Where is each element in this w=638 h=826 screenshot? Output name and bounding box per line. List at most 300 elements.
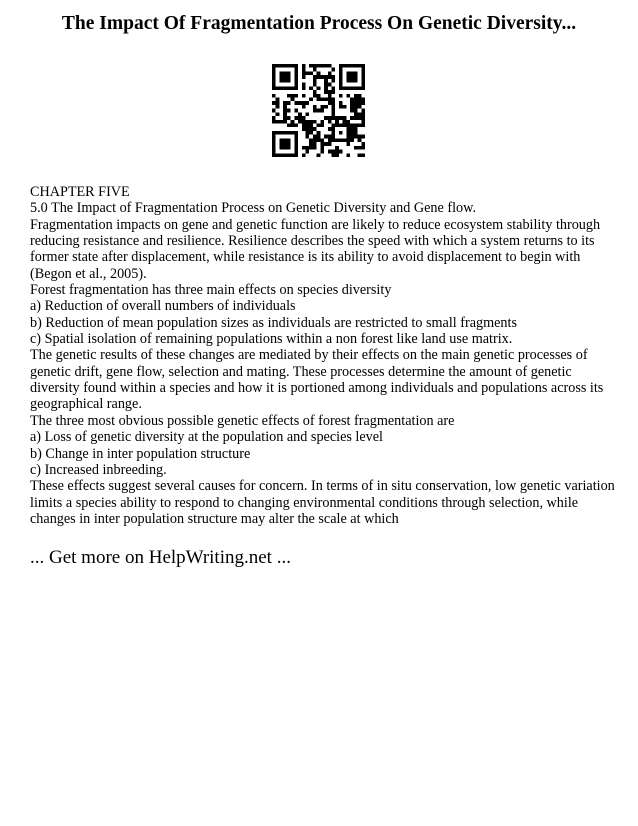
qr-module — [361, 135, 365, 139]
list-intro: The three most obvious possible genetic effects of forest fragmentation are — [30, 412, 455, 429]
qr-module — [302, 94, 306, 98]
qr-module — [324, 135, 328, 139]
qr-module — [339, 131, 343, 135]
qr-module — [320, 124, 324, 128]
qr-module — [358, 105, 362, 109]
qr-module — [350, 79, 354, 83]
qr-module — [320, 120, 324, 124]
get-more-link[interactable]: ... Get more on HelpWriting.net ... — [30, 547, 291, 568]
qr-module — [279, 142, 283, 146]
qr-module — [313, 109, 317, 113]
qr-module — [298, 120, 302, 124]
qr-module — [305, 101, 309, 105]
qr-module — [276, 131, 280, 135]
qr-module — [354, 71, 358, 75]
qr-module — [332, 131, 336, 135]
qr-module — [350, 105, 354, 109]
qr-module — [332, 75, 336, 79]
qr-module — [346, 64, 350, 68]
qr-module — [294, 150, 298, 154]
qr-module — [272, 150, 276, 154]
qr-module — [346, 71, 350, 75]
qr-module — [302, 71, 306, 75]
qr-module — [272, 131, 276, 135]
qr-module — [272, 64, 276, 68]
qr-module — [328, 135, 332, 139]
qr-module — [354, 112, 358, 116]
qr-module — [294, 71, 298, 75]
qr-module — [332, 90, 336, 94]
qr-module — [350, 138, 354, 142]
section-heading: 5.0 The Impact of Fragmentation Process on Genetic Diversity and Gene flow. — [30, 200, 476, 217]
qr-module — [361, 97, 365, 101]
qr-module — [283, 64, 287, 68]
qr-module — [339, 116, 343, 120]
qr-module — [339, 75, 343, 79]
qr-module — [283, 109, 287, 113]
qr-module — [324, 90, 328, 94]
qr-module — [328, 120, 332, 124]
qr-module — [361, 86, 365, 90]
qr-module — [272, 68, 276, 72]
qr-module — [350, 71, 354, 75]
qr-module — [339, 124, 343, 128]
qr-module — [358, 138, 362, 142]
qr-module — [287, 109, 291, 113]
qr-module — [305, 146, 309, 150]
qr-module — [339, 68, 343, 72]
qr-module — [294, 79, 298, 83]
qr-module — [272, 138, 276, 142]
qr-module — [358, 135, 362, 139]
qr-module — [309, 64, 313, 68]
qr-module — [305, 120, 309, 124]
qr-module — [283, 142, 287, 146]
qr-module — [361, 83, 365, 87]
qr-module — [324, 97, 328, 101]
qr-module — [328, 97, 332, 101]
qr-module — [291, 153, 295, 157]
qr-module — [361, 124, 365, 128]
qr-module — [343, 138, 347, 142]
qr-module — [328, 150, 332, 154]
qr-module — [302, 116, 306, 120]
qr-module — [332, 97, 336, 101]
qr-module — [309, 138, 313, 142]
qr-module — [332, 138, 336, 142]
qr-module — [302, 75, 306, 79]
qr-module — [283, 79, 287, 83]
qr-module — [354, 146, 358, 150]
qr-module — [272, 71, 276, 75]
qr-module — [339, 64, 343, 68]
qr-module — [294, 142, 298, 146]
qr-module — [309, 124, 313, 128]
qr-module — [294, 109, 298, 113]
qr-module — [276, 153, 280, 157]
list-item: a) Loss of genetic diversity at the population and species level — [30, 429, 384, 446]
qr-module — [313, 135, 317, 139]
qr-module — [328, 101, 332, 105]
qr-module — [320, 146, 324, 150]
qr-module — [279, 138, 283, 142]
qr-module — [313, 90, 317, 94]
qr-module — [350, 131, 354, 135]
qr-module — [283, 120, 287, 124]
qr-module — [328, 75, 332, 79]
qr-module — [335, 124, 339, 128]
qr-module — [294, 75, 298, 79]
qr-module — [335, 146, 339, 150]
qr-module — [272, 86, 276, 90]
qr-module — [328, 127, 332, 131]
list-item: c) Spatial isolation of remaining populations within a non forest like land use matrix. — [30, 331, 513, 348]
qr-module — [358, 101, 362, 105]
qr-module — [283, 153, 287, 157]
qr-module — [361, 146, 365, 150]
qr-module — [272, 75, 276, 79]
qr-module — [279, 79, 283, 83]
qr-module — [317, 64, 321, 68]
qr-module — [294, 146, 298, 150]
qr-module — [328, 142, 332, 146]
qr-module — [354, 94, 358, 98]
qr-module — [279, 120, 283, 124]
paragraph: These effects suggest several causes for concern. In terms of in situ conservation, low genetic variation limits a species ability to respond to changing environmental conditions through selection, while changes in inter population structure may alter the scale at which — [30, 478, 615, 527]
list-item: a) Reduction of overall numbers of individuals — [30, 298, 296, 315]
qr-module — [335, 150, 339, 154]
qr-module — [305, 131, 309, 135]
list-item: c) Increased inbreeding. — [30, 461, 167, 478]
qr-module — [354, 101, 358, 105]
qr-module — [328, 94, 332, 98]
qr-module — [302, 101, 306, 105]
qr-module — [361, 71, 365, 75]
qr-module — [361, 112, 365, 116]
qr-module — [332, 135, 336, 139]
qr-module — [324, 116, 328, 120]
qr-module — [291, 97, 295, 101]
qr-module — [272, 83, 276, 87]
qr-module — [317, 94, 321, 98]
qr-module — [287, 79, 291, 83]
qr-module — [305, 150, 309, 154]
qr-module — [272, 135, 276, 139]
qr-module — [328, 71, 332, 75]
qr-module — [343, 64, 347, 68]
qr-module — [324, 83, 328, 87]
qr-module — [309, 142, 313, 146]
qr-module — [294, 86, 298, 90]
qr-module — [276, 86, 280, 90]
qr-module — [294, 83, 298, 87]
qr-module — [354, 135, 358, 139]
qr-module — [279, 146, 283, 150]
qr-module — [346, 153, 350, 157]
qr-module — [309, 146, 313, 150]
qr-module — [287, 94, 291, 98]
qr-module — [305, 112, 309, 116]
qr-module — [320, 75, 324, 79]
qr-module — [313, 94, 317, 98]
qr-module — [305, 124, 309, 128]
qr-module — [358, 112, 362, 116]
qr-module — [309, 71, 313, 75]
qr-module — [354, 116, 358, 120]
qr-module — [291, 94, 295, 98]
qr-module — [354, 127, 358, 131]
qr-module — [279, 71, 283, 75]
paragraph: The genetic results of these changes are mediated by their effects on the main genetic processes of genetic drift, gene flow, selection and mating. These processes determine the amount of genetic diversity found within a species and how it is portioned among individuals and populations across its geographical range. — [30, 347, 604, 413]
qr-module — [320, 97, 324, 101]
qr-module — [287, 124, 291, 128]
qr-module — [332, 112, 336, 116]
qr-module — [283, 146, 287, 150]
qr-module — [302, 127, 306, 131]
qr-module — [313, 75, 317, 79]
qr-module — [354, 109, 358, 113]
qr-module — [324, 142, 328, 146]
list-item: b) Reduction of mean population sizes as individuals are restricted to small fragments — [30, 314, 517, 331]
qr-module — [302, 124, 306, 128]
qr-module — [332, 68, 336, 72]
qr-module — [317, 75, 321, 79]
qr-module — [287, 146, 291, 150]
qr-module — [350, 127, 354, 131]
qr-module — [339, 83, 343, 87]
qr-module — [339, 101, 343, 105]
qr-module — [361, 109, 365, 113]
qr-module — [332, 101, 336, 105]
qr-module — [328, 138, 332, 142]
qr-module — [302, 105, 306, 109]
qr-module — [354, 97, 358, 101]
qr-module — [332, 86, 336, 90]
qr-module — [346, 120, 350, 124]
qr-module — [339, 94, 343, 98]
qr-module — [332, 105, 336, 109]
qr-module — [283, 101, 287, 105]
qr-module — [317, 135, 321, 139]
qr-module — [320, 109, 324, 113]
qr-module — [346, 131, 350, 135]
qr-module — [287, 116, 291, 120]
qr-module — [361, 68, 365, 72]
qr-module — [272, 146, 276, 150]
chapter-heading: CHAPTER FIVE — [30, 184, 130, 200]
qr-module — [283, 71, 287, 75]
list-item: b) Change in inter population structure — [30, 445, 251, 462]
qr-module — [332, 153, 336, 157]
qr-module — [309, 120, 313, 124]
qr-module — [272, 94, 276, 98]
qr-module — [358, 116, 362, 120]
qr-module — [335, 138, 339, 142]
qr-module — [358, 146, 362, 150]
qr-module — [294, 94, 298, 98]
qr-module — [294, 138, 298, 142]
qr-module — [283, 116, 287, 120]
qr-module — [287, 71, 291, 75]
qr-module — [354, 86, 358, 90]
qr-module — [276, 64, 280, 68]
qr-module — [358, 64, 362, 68]
qr-module — [287, 138, 291, 142]
qr-module — [358, 153, 362, 157]
qr-module — [343, 116, 347, 120]
qr-module — [291, 86, 295, 90]
qr-module — [328, 83, 332, 87]
qr-module — [332, 79, 336, 83]
qr-module — [361, 79, 365, 83]
qr-module — [343, 124, 347, 128]
qr-module — [328, 90, 332, 94]
qr-module — [287, 153, 291, 157]
qr-module — [313, 127, 317, 131]
qr-module — [324, 75, 328, 79]
qr-module — [320, 105, 324, 109]
qr-module — [313, 120, 317, 124]
qr-module — [294, 64, 298, 68]
qr-module — [279, 86, 283, 90]
document-body — [30, 184, 615, 527]
qr-module — [350, 135, 354, 139]
qr-module — [361, 120, 365, 124]
qr-module — [317, 131, 321, 135]
qr-module — [276, 101, 280, 105]
qr-module — [324, 86, 328, 90]
qr-module — [305, 135, 309, 139]
qr-module — [346, 94, 350, 98]
qr-module — [324, 79, 328, 83]
qr-module — [287, 101, 291, 105]
qr-module — [343, 105, 347, 109]
qr-module — [358, 94, 362, 98]
qr-module — [272, 101, 276, 105]
qr-module — [313, 83, 317, 87]
qr-module — [283, 131, 287, 135]
qr-module — [354, 64, 358, 68]
qr-module — [361, 64, 365, 68]
qr-module — [291, 124, 295, 128]
qr-module — [294, 68, 298, 72]
qr-module — [294, 131, 298, 135]
qr-module — [305, 127, 309, 131]
qr-module — [287, 131, 291, 135]
qr-module — [302, 86, 306, 90]
qr-module — [320, 150, 324, 154]
qr-module — [328, 64, 332, 68]
qr-module — [302, 120, 306, 124]
qr-module — [350, 97, 354, 101]
qr-module — [320, 138, 324, 142]
qr-module — [283, 112, 287, 116]
qr-module — [313, 105, 317, 109]
qr-module — [339, 71, 343, 75]
qr-module — [309, 97, 313, 101]
qr-module — [358, 86, 362, 90]
qr-module — [361, 142, 365, 146]
qr-module — [276, 120, 280, 124]
qr-module — [320, 142, 324, 146]
qr-module — [298, 101, 302, 105]
qr-module — [302, 153, 306, 157]
qr-module — [291, 64, 295, 68]
qr-module — [361, 116, 365, 120]
qr-module — [361, 101, 365, 105]
qr-module — [309, 127, 313, 131]
qr-module — [324, 105, 328, 109]
qr-module — [272, 153, 276, 157]
qr-module — [317, 97, 321, 101]
qr-module — [283, 86, 287, 90]
qr-module — [294, 101, 298, 105]
qr-module — [294, 116, 298, 120]
qr-code-icon — [272, 64, 365, 157]
qr-module — [272, 142, 276, 146]
qr-module — [346, 138, 350, 142]
qr-module — [276, 97, 280, 101]
qr-module — [339, 150, 343, 154]
qr-module — [328, 116, 332, 120]
qr-module — [317, 86, 321, 90]
qr-module — [279, 131, 283, 135]
qr-module — [332, 127, 336, 131]
qr-module — [346, 86, 350, 90]
qr-module — [346, 79, 350, 83]
qr-module — [302, 83, 306, 87]
qr-module — [313, 64, 317, 68]
qr-module — [354, 124, 358, 128]
qr-module — [287, 64, 291, 68]
paragraph: Fragmentation impacts on gene and genetic function are likely to reduce ecosystem stability through reducing resistance and resilience. Resilience describes the speed with which a system returns to its former state after displacement, while resistance is its ability to avoid displacement to begin with (Begon et al., 2005). — [30, 216, 601, 282]
qr-module — [335, 116, 339, 120]
qr-module — [354, 75, 358, 79]
qr-module — [272, 120, 276, 124]
qr-module — [358, 124, 362, 128]
qr-module — [358, 97, 362, 101]
qr-module — [317, 71, 321, 75]
qr-module — [346, 124, 350, 128]
qr-module — [346, 75, 350, 79]
qr-module — [335, 153, 339, 157]
qr-module — [339, 86, 343, 90]
qr-module — [298, 112, 302, 116]
qr-module — [343, 86, 347, 90]
qr-module — [354, 105, 358, 109]
qr-module — [320, 64, 324, 68]
qr-module — [317, 138, 321, 142]
qr-module — [302, 146, 306, 150]
qr-module — [283, 138, 287, 142]
qr-module — [276, 105, 280, 109]
qr-module — [350, 124, 354, 128]
qr-module — [305, 71, 309, 75]
qr-module — [298, 116, 302, 120]
qr-module — [313, 138, 317, 142]
qr-module — [279, 75, 283, 79]
qr-module — [313, 146, 317, 150]
qr-module — [291, 131, 295, 135]
qr-module — [272, 116, 276, 120]
qr-module — [313, 142, 317, 146]
qr-module — [332, 150, 336, 154]
qr-module — [339, 138, 343, 142]
qr-module — [302, 68, 306, 72]
qr-module — [332, 109, 336, 113]
qr-module — [287, 75, 291, 79]
qr-module — [343, 120, 347, 124]
